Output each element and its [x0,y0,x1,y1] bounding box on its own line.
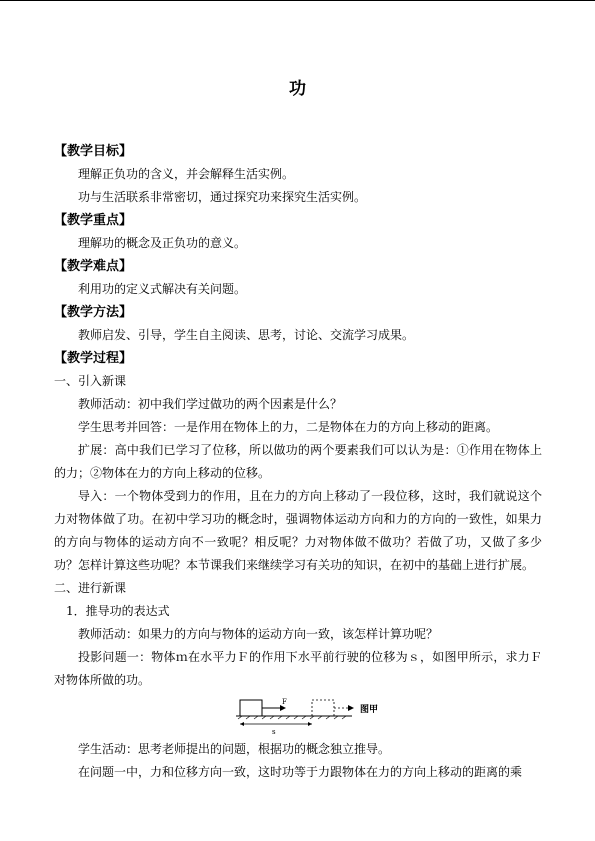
force-displacement-diagram [234,694,404,736]
process-paragraph-2: 学生思考并回答：一是作用在物体上的力，二是物体在力的方向上移动的距离。 [78,420,499,434]
page-title: 功 [289,79,306,99]
process-paragraph-8: 在问题一中，力和位移方向一致，这时功等于力跟物体在力的方向上移动的距离的乘 [78,765,523,779]
process-part-2-heading: 二、进行新课 [54,581,127,595]
goals-line-2: 功与生活联系非常密切，通过探究功来探究生活实例。 [78,190,367,204]
block-final [312,700,334,716]
process-paragraph-4: 导入：一个物体受到力的作用，且在力的方向上移动了一段位移，这时，我们就说这个力对物体做了功。在初中学习功的概念时，强调物体运动方向和力的方向的一致性，如果力的方向与物体的运动方向不一致呢？相反呢？力对物体做不做功？若做了功，又做了多少功？怎样计算这些功呢？本节课我们来继续学习有关功的知识，在初中的基础上进行扩展。 [54,489,542,572]
process-paragraph-5: 教师活动：如果力的方向与物体的运动方向一致，该怎样计算功呢？ [78,627,439,641]
difficulty-line-1: 利用功的定义式解决有关问题。 [78,282,247,296]
document-body [54,140,542,784]
figure-caption: 图甲 [360,705,379,715]
section-heading-goals: 【教学目标】 [54,144,133,159]
method-line-1: 教师启发、引导，学生自主阅读、思考，讨论、交流学习成果。 [78,328,415,342]
section-heading-method: 【教学方法】 [54,305,133,320]
section-heading-process: 【教学过程】 [54,351,133,366]
process-paragraph-3: 扩展：高中我们已学习了位移，所以做功的两个要素我们可以认为是：①作用在物体上的力；②物体在力的方向上移动的位移。 [54,443,542,480]
page-top-border [0,0,595,1]
goals-line-1: 理解正负功的含义，并会解释生活实例。 [78,167,295,181]
force-label: F [282,698,287,706]
section-heading-difficulty: 【教学难点】 [54,259,133,274]
key-line-1: 理解功的概念及正负功的意义。 [78,236,247,250]
process-part-1-heading: 一、引入新课 [54,374,127,388]
block-initial [240,700,262,716]
process-paragraph-6: 投影问题一：物体ｍ在水平力Ｆ的作用下水平前行驶的位移为ｓ，如图甲所示，求力Ｆ对物体所做的功。 [54,650,542,687]
force-arrowhead-final [348,705,354,711]
process-paragraph-7: 学生活动：思考老师提出的问题，根据功的概念独立推导。 [78,742,391,756]
process-subheading-1: 1．推导功的表达式 [66,604,170,618]
process-paragraph-1: 教师活动：初中我们学过做功的两个因素是什么？ [78,397,343,411]
displacement-label: s [272,728,276,736]
section-heading-key: 【教学重点】 [54,213,133,228]
figure-jia [54,694,542,736]
